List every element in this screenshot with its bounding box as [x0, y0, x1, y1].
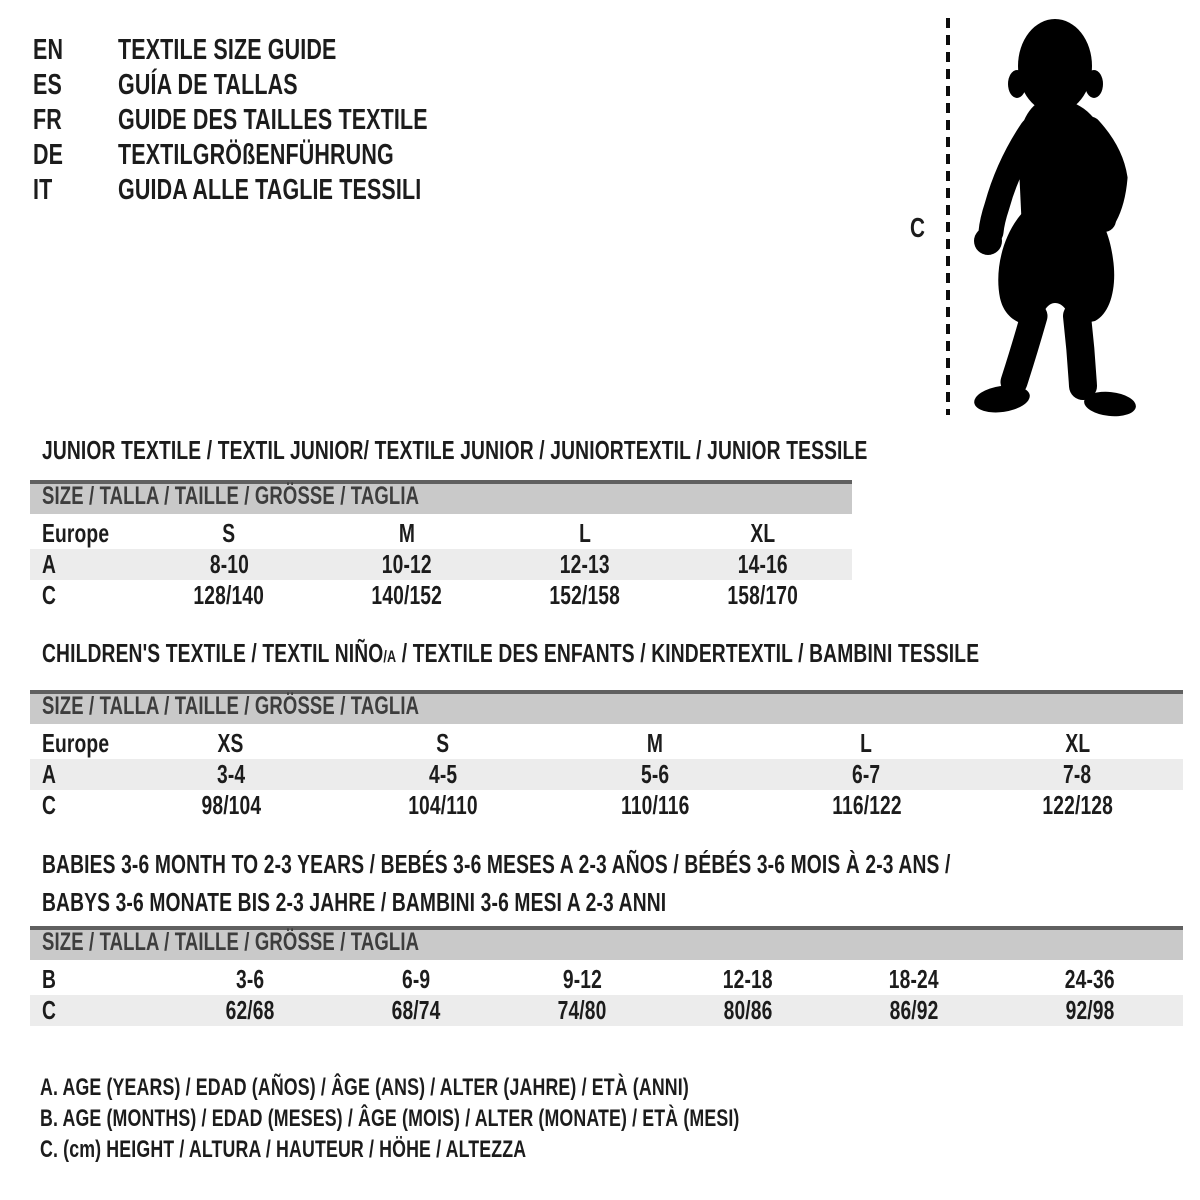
- value-cell: 92/98: [1065, 995, 1115, 1025]
- value-cell: 116/122: [831, 790, 902, 820]
- value-cell: 4-5: [428, 759, 458, 789]
- junior-section-heading: JUNIOR TEXTILE / TEXTIL JUNIOR/ TEXTILE JUNIOR / JUNIORTEXTIL / JUNIOR TESSILE: [42, 435, 868, 465]
- value-cell: 12-13: [560, 549, 610, 579]
- size-cell: M: [646, 728, 664, 758]
- size-header-bar: SIZE / TALLA / TAILLE / GRÖSSE / TAGLIA: [30, 480, 852, 514]
- size-cell: XL: [750, 518, 776, 548]
- value-cell: 5-6: [640, 759, 670, 789]
- guide-title-it: GUIDA ALLE TAGLIE TESSILI: [118, 174, 422, 206]
- value-cell: 6-7: [852, 759, 881, 789]
- value-cell: 110/116: [620, 790, 690, 820]
- size-cell: L: [579, 518, 591, 548]
- value-cell: 68/74: [391, 995, 441, 1025]
- language-title-list: [33, 33, 537, 208]
- guide-title-es: GUÍA DE TALLAS: [118, 69, 298, 101]
- toddler-silhouette-icon: [964, 16, 1142, 418]
- guide-title-en: TEXTILE SIZE GUIDE: [118, 34, 337, 66]
- children-table: [30, 728, 1183, 821]
- row-label-cell: A: [42, 549, 57, 579]
- size-cell: XS: [218, 728, 244, 758]
- language-code: IT: [33, 174, 53, 206]
- children-section-heading: CHILDREN'S TEXTILE / TEXTIL NIÑO/A / TEXTILE DES ENFANTS / KINDERTEXTIL / BAMBINI TESSILE: [42, 638, 980, 668]
- row-label-cell: A: [42, 759, 57, 789]
- row-label-cell: B: [42, 964, 57, 994]
- table-row-months: [30, 964, 1183, 995]
- table-row-height: [30, 790, 1183, 821]
- table-row-europe: [30, 518, 852, 549]
- guide-title-fr: GUIDE DES TAILLES TEXTILE: [118, 104, 428, 136]
- value-cell: 8-10: [209, 549, 249, 579]
- value-cell: 14-16: [738, 549, 788, 579]
- measure-legend: [40, 1072, 985, 1165]
- children-size-table: [30, 690, 1183, 821]
- legend-height-cm: C. (cm) HEIGHT / ALTURA / HAUTEUR / HÖHE / ALTEZZA: [40, 1136, 527, 1163]
- language-code: ES: [33, 69, 62, 101]
- size-header-bar: SIZE / TALLA / TAILLE / GRÖSSE / TAGLIA: [30, 690, 1183, 724]
- value-cell: 24-36: [1065, 964, 1115, 994]
- size-cell: L: [860, 728, 873, 758]
- table-row-height: [30, 995, 1183, 1026]
- value-cell: 12-18: [723, 964, 773, 994]
- language-row-fr: [33, 103, 537, 138]
- value-cell: 122/128: [1042, 790, 1113, 820]
- language-code: FR: [33, 104, 62, 136]
- table-row-age: [30, 759, 1183, 790]
- language-code: EN: [33, 34, 64, 66]
- value-cell: 80/86: [723, 995, 773, 1025]
- value-cell: 86/92: [889, 995, 939, 1025]
- value-cell: 18-24: [889, 964, 939, 994]
- value-cell: 104/110: [408, 790, 478, 820]
- value-cell: 158/170: [727, 580, 799, 610]
- value-cell: 6-9: [401, 964, 431, 994]
- junior-table: [30, 518, 852, 611]
- row-label-cell: Europe: [42, 518, 110, 548]
- junior-size-table: [30, 480, 852, 611]
- value-cell: 62/68: [225, 995, 275, 1025]
- value-cell: 128/140: [193, 580, 265, 610]
- guide-title-de: TEXTILGRÖßENFÜHRUNG: [118, 139, 394, 171]
- row-label-cell: C: [42, 790, 57, 820]
- legend-age-years: A. AGE (YEARS) / EDAD (AÑOS) / ÂGE (ANS) / ALTER (JAHRE) / ETÀ (ANNI): [40, 1074, 689, 1101]
- size-header-bar: SIZE / TALLA / TAILLE / GRÖSSE / TAGLIA: [30, 926, 1183, 960]
- language-code: DE: [33, 139, 64, 171]
- language-row-en: [33, 33, 537, 68]
- height-measure-dashed-line: [946, 18, 950, 415]
- value-cell: 152/158: [549, 580, 621, 610]
- language-row-de: [33, 138, 537, 173]
- table-row-europe: [30, 728, 1183, 759]
- language-row-it: [33, 173, 537, 208]
- babies-size-table: [30, 926, 1183, 1026]
- height-measure-label: C: [910, 212, 926, 243]
- table-row-height: [30, 580, 852, 611]
- value-cell: 7-8: [1063, 759, 1092, 789]
- value-cell: 9-12: [562, 964, 602, 994]
- table-row-age: [30, 549, 852, 580]
- value-cell: 74/80: [557, 995, 607, 1025]
- value-cell: 3-6: [235, 964, 265, 994]
- legend-age-months: B. AGE (MONTHS) / EDAD (MESES) / ÂGE (MOIS) / ALTER (MONATE) / ETÀ (MESI): [40, 1105, 740, 1132]
- size-cell: S: [222, 518, 236, 548]
- language-row-es: [33, 68, 537, 103]
- value-cell: 140/152: [371, 580, 443, 610]
- value-cell: 98/104: [201, 790, 261, 820]
- size-cell: M: [398, 518, 416, 548]
- babies-section-heading: [42, 845, 1200, 921]
- value-cell: 10-12: [382, 549, 432, 579]
- row-label-cell: C: [42, 580, 57, 610]
- babies-heading-line1: BABIES 3-6 MONTH TO 2-3 YEARS / BEBÉS 3-6 MESES A 2-3 AÑOS / BÉBÉS 3-6 MOIS À 2-3 ANS /: [42, 849, 951, 879]
- babies-table: [30, 964, 1183, 1026]
- size-cell: S: [436, 728, 450, 758]
- size-cell: XL: [1065, 728, 1090, 758]
- value-cell: 3-4: [216, 759, 246, 789]
- row-label-cell: C: [42, 995, 57, 1025]
- babies-heading-line2: BABYS 3-6 MONATE BIS 2-3 JAHRE / BAMBINI 3-6 MESI A 2-3 ANNI: [42, 887, 667, 917]
- row-label-cell: Europe: [42, 728, 110, 758]
- nino-a-suffix: /A: [383, 647, 397, 666]
